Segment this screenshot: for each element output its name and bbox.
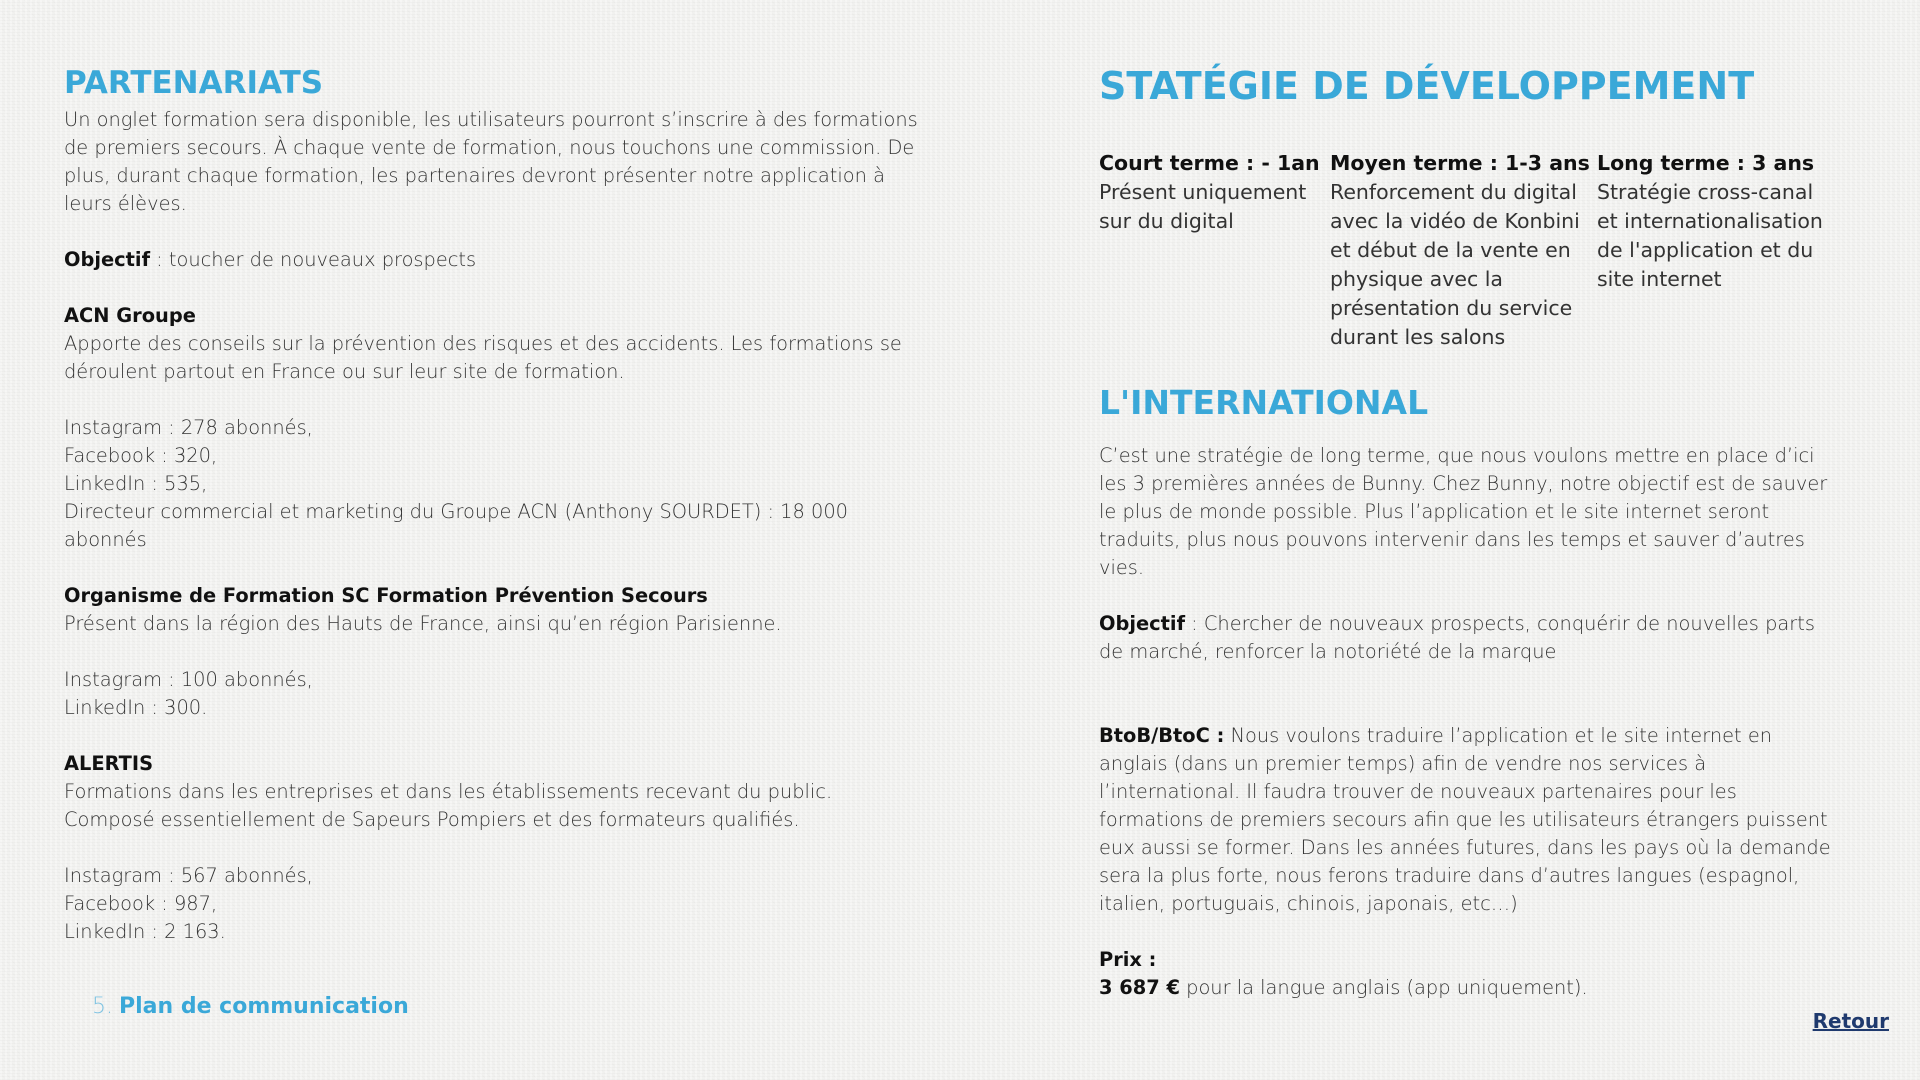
btob-text: Nous voulons traduire l’application et le site internet en anglais (dans un premier temps) afin de vendre nos services à l’international. Il faudra trouver de nouveaux partenaires pour les formations de premiers secours afin que les utilisateurs étrangers puissent eux aussi se former. Dans les années futures, dans les pays où la demande sera la plus forte, nous ferons traduire dans d’autres langues (espagnol, italien, portuguais, chinois, japonais, etc…) xyxy=(1099,724,1831,915)
partenariats-intro: Un onglet formation sera disponible, les utilisateurs pourront s’inscrire à des formations de premiers secours. À chaque vente de formation, nous touchons une commission. De plus, durant chaque formation, les partenaires devront présenter notre application à leurs élèves. xyxy=(64,108,918,215)
nav-link-plan-communication[interactable] xyxy=(92,994,409,1019)
partenariats-objective xyxy=(64,246,924,274)
international-title: L'INTERNATIONAL xyxy=(1099,383,1429,422)
term-long xyxy=(1597,149,1837,352)
retour-link[interactable]: Retour xyxy=(1812,1009,1889,1033)
partner-name: ALERTIS xyxy=(64,752,154,775)
term-title: Long terme : 3 ans xyxy=(1597,151,1815,175)
partner-stat: Facebook : 320, xyxy=(64,444,218,467)
term-text: Renforcement du digital avec la vidéo de Konbini et début de la vente en physique avec la présentation du service durant les salons xyxy=(1330,180,1580,349)
terms-row xyxy=(1099,149,1839,352)
partenariats-title: PARTENARIATS xyxy=(64,65,324,101)
term-short xyxy=(1099,149,1330,352)
partner-stat: LinkedIn : 535, xyxy=(64,472,208,495)
btob-label: BtoB/BtoC : xyxy=(1099,724,1225,747)
term-title: Moyen terme : 1-3 ans xyxy=(1330,151,1590,175)
price-line xyxy=(1099,974,1839,1002)
price-label: Prix : xyxy=(1099,948,1157,971)
partner-description: Présent dans la région des Hauts de France, ainsi qu’en région Parisienne. xyxy=(64,612,782,635)
partner-stat: LinkedIn : 300. xyxy=(64,696,208,719)
partner-stat: Instagram : 100 abonnés, xyxy=(64,668,313,691)
objective-text: : Chercher de nouveaux prospects, conquérir de nouvelles parts de marché, renforcer la notoriété de la marque xyxy=(1099,612,1815,663)
nav-number: 5. xyxy=(92,994,113,1019)
term-medium xyxy=(1330,149,1597,352)
term-title: Court terme : - 1an xyxy=(1099,151,1320,175)
term-text: Stratégie cross-canal et internationalisation de l'application et du site internet xyxy=(1597,180,1823,291)
partner-acn xyxy=(64,302,924,554)
partenariats-body xyxy=(64,106,924,946)
price-text: pour la langue anglais (app uniquement). xyxy=(1179,976,1588,999)
btob-paragraph xyxy=(1099,722,1839,918)
partner-alertis xyxy=(64,750,924,946)
price-value: 3 687 € xyxy=(1099,976,1180,999)
partner-stat: Instagram : 567 abonnés, xyxy=(64,864,313,887)
international-intro: C’est une stratégie de long terme, que nous voulons mettre en place d’ici les 3 premières années de Bunny. Chez Bunny, notre objectif est de sauver le plus de monde possible. Plus l’application et le site internet seront traduits, plus nous pouvons intervenir dans les temps et sauver d’autres vies. xyxy=(1099,444,1828,579)
objective-label: Objectif xyxy=(64,248,151,271)
strategie-title: STATÉGIE DE DÉVELOPPEMENT xyxy=(1099,64,1755,108)
partner-description: Apporte des conseils sur la prévention des risques et des accidents. Les formations se déroulent partout en France ou sur leur site de formation. xyxy=(64,332,902,383)
partner-stat: Instagram : 278 abonnés, xyxy=(64,416,313,439)
partner-stat: LinkedIn : 2 163. xyxy=(64,920,226,943)
partner-sc-formation xyxy=(64,582,924,722)
partner-stat: Directeur commercial et marketing du Groupe ACN (Anthony SOURDET) : 18 000 abonnés xyxy=(64,500,849,551)
nav-label: Plan de communication xyxy=(119,994,409,1019)
objective-text: : toucher de nouveaux prospects xyxy=(150,248,477,271)
term-text: Présent uniquement sur du digital xyxy=(1099,180,1307,233)
partner-stat: Facebook : 987, xyxy=(64,892,218,915)
partner-description: Formations dans les entreprises et dans les établissements recevant du public. Composé essentiellement de Sapeurs Pompiers et des formateurs qualifiés. xyxy=(64,780,833,831)
objective-label: Objectif xyxy=(1099,612,1186,635)
international-objective xyxy=(1099,610,1839,666)
international-body xyxy=(1099,442,1839,1002)
partner-name: ACN Groupe xyxy=(64,304,196,327)
partner-name: Organisme de Formation SC Formation Prévention Secours xyxy=(64,584,708,607)
